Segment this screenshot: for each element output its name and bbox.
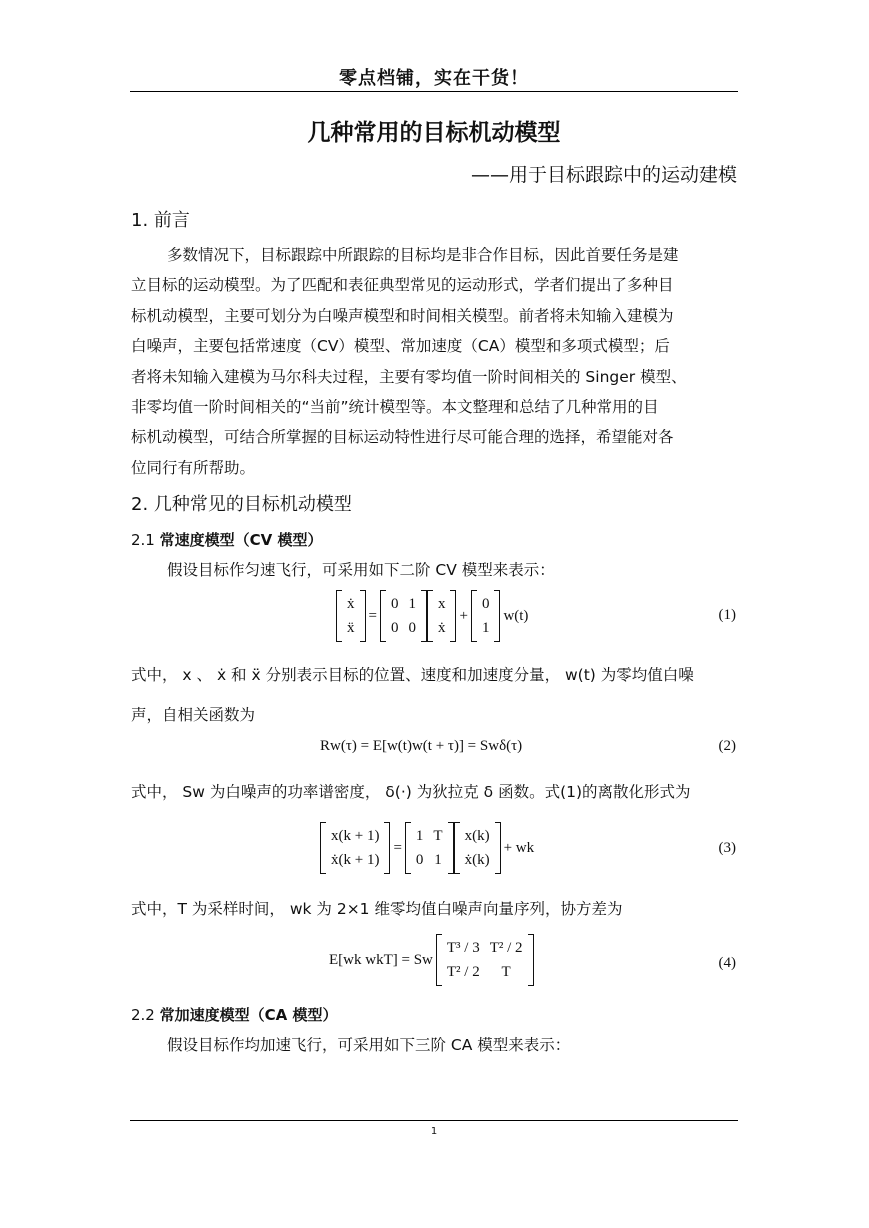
document-title: 几种常用的目标机动模型 (307, 120, 561, 146)
page-number: 1 (430, 1126, 438, 1137)
section-1-heading: 1. 前言 (131, 210, 190, 231)
paragraph-line: 位同行有所帮助。 (131, 458, 256, 477)
subsection-2-1-heading (131, 529, 322, 550)
equation-4: E[wk wkT] = Sw T³ / 3 T² / 2 T² / 2 T (326, 934, 534, 986)
paragraph-line: 标机动模型，主要可划分为白噪声模型和时间相关模型。前者将未知输入建模为 (131, 306, 674, 325)
subsection-title: 常加速度模型（CA 模型） (159, 1006, 338, 1024)
paragraph-line: 者将未知输入建模为马尔科夫过程，主要有零均值一阶时间相关的 Singer 模型、 (131, 367, 687, 386)
paragraph-line: 多数情况下，目标跟踪中所跟踪的目标均是非合作目标，因此首要任务是建 (167, 246, 679, 264)
footer-rule (130, 1120, 738, 1121)
equation-number: (3) (718, 840, 736, 856)
page-header: 零点档铺，实在干货！ (339, 68, 529, 89)
eq1-description-cont: 声，自相关函数为 (131, 706, 256, 724)
paragraph-line: 标机动模型，可结合所掌握的目标运动特性进行尽可能合理的选择，希望能对各 (131, 428, 674, 447)
matrix: x ẋ (427, 590, 457, 642)
section-2-heading: 2. 几种常见的目标机动模型 (131, 494, 352, 515)
equation-3: x(k + 1) ẋ(k + 1) = 1 T 0 1 x(k) ẋ(k) + wk (320, 822, 537, 874)
equation-number: (2) (718, 738, 736, 754)
equation-1: ẋ ẍ = 0 1 0 0 x ẋ + 0 1 w(t) (336, 590, 531, 642)
eq3-description: 式中，T 为采样时间， wk 为 2×1 维零均值白噪声向量序列，协方差为 (131, 900, 623, 918)
equation-number: (1) (718, 607, 736, 623)
eq1-description: 式中， x 、 ẋ 和 ẍ 分别表示目标的位置、速度和加速度分量， w(t) 为零均值白噪 (131, 666, 694, 684)
matrix: T³ / 3 T² / 2 T² / 2 T (436, 934, 534, 986)
matrix: x(k) ẋ(k) (454, 822, 501, 874)
section-1-paragraph (131, 240, 739, 483)
matrix: 0 1 (471, 590, 501, 642)
eq2-description: 式中， Sw 为白噪声的功率谱密度， δ(·) 为狄拉克 δ 函数。式(1)的离散化形式为 (131, 783, 691, 801)
subsection-number: 2.1 (131, 531, 155, 549)
paragraph-line: 立目标的运动模型。为了匹配和表征典型常见的运动形式，学者们提出了多种目 (131, 276, 674, 295)
matrix: x(k + 1) ẋ(k + 1) (320, 822, 390, 874)
equation-2: Rw(τ) = E[w(t)w(t + τ)] = Swδ(τ) (320, 738, 523, 754)
document-subtitle: ——用于目标跟踪中的运动建模 (470, 164, 737, 186)
ca-intro: 假设目标作均加速飞行，可采用如下三阶 CA 模型来表示： (167, 1036, 571, 1054)
matrix: ẋ ẍ (336, 590, 366, 642)
subsection-2-2-heading (131, 1004, 337, 1025)
subsection-title: 常速度模型（CV 模型） (159, 531, 323, 549)
matrix: 0 1 0 0 (380, 590, 427, 642)
paragraph-line: 非零均值一阶时间相关的“当前”统计模型等。本文整理和总结了几种常用的目 (131, 397, 659, 416)
equation-number: (4) (718, 955, 736, 971)
subsection-number: 2.2 (131, 1006, 155, 1024)
matrix: 1 T 0 1 (405, 822, 454, 874)
header-rule (130, 91, 738, 92)
cv-intro: 假设目标作匀速飞行，可采用如下二阶 CV 模型来表示： (167, 561, 555, 579)
paragraph-line: 白噪声，主要包括常速度（CV）模型、常加速度（CA）模型和多项式模型；后 (131, 337, 670, 356)
